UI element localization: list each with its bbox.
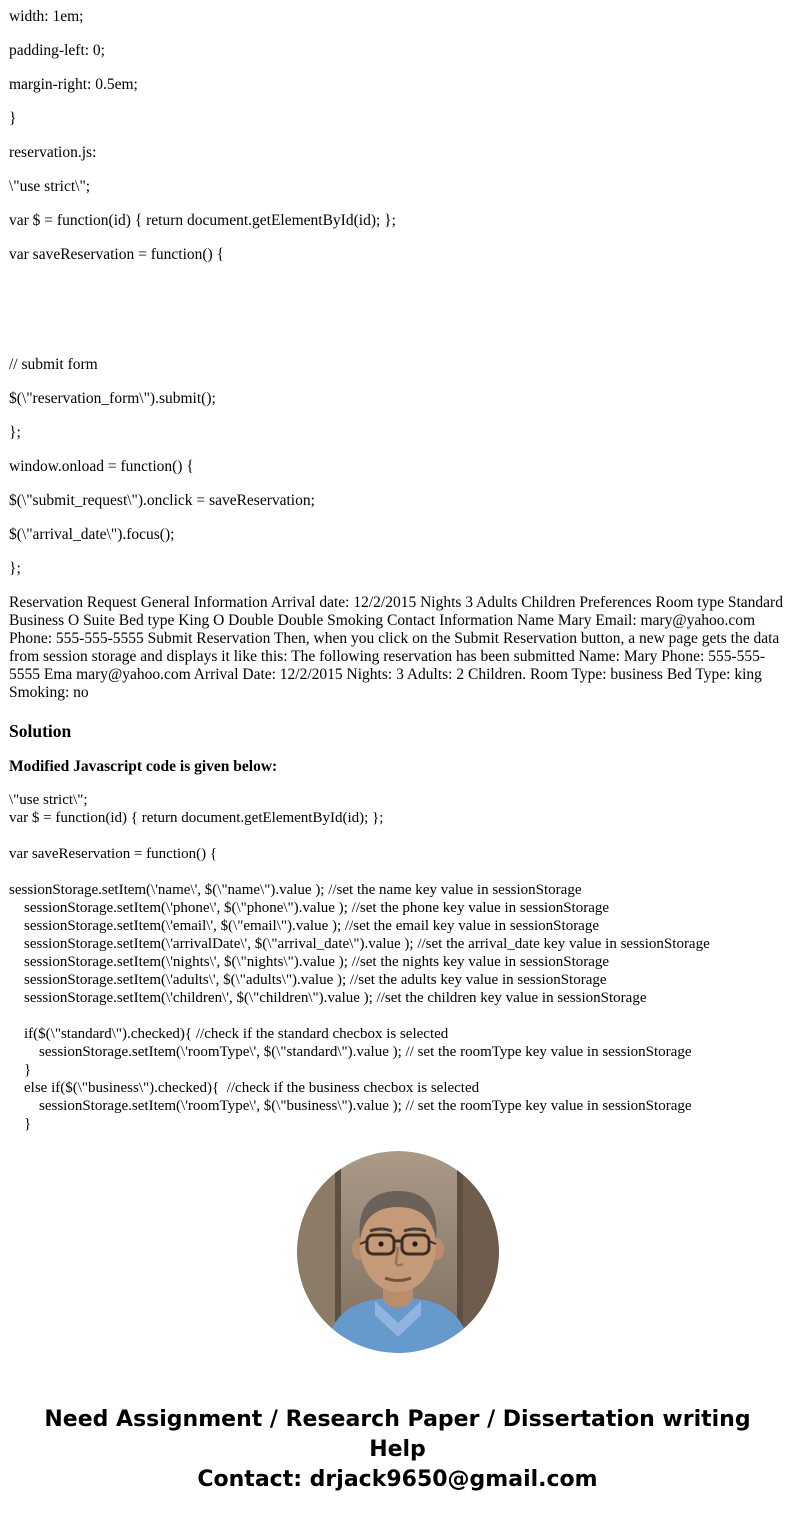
solution-heading: Solution bbox=[9, 721, 72, 741]
code-line: } bbox=[9, 1116, 32, 1132]
text-line: }; bbox=[9, 424, 21, 441]
code-line bbox=[9, 863, 786, 881]
code-line bbox=[9, 1007, 786, 1025]
text-line: var $ = function(id) { return document.getElementById(id); }; bbox=[9, 212, 396, 229]
portrait-photo bbox=[9, 1151, 786, 1353]
text-line: }; bbox=[9, 560, 21, 577]
code-line: sessionStorage.setItem(\'phone\', $(\"phone\").value ); //set the phone key value in sessionStorage bbox=[9, 900, 610, 916]
footer-help-text: Need Assignment / Research Paper / Dissertation writing Help bbox=[44, 1407, 751, 1462]
text-line: padding-left: 0; bbox=[9, 42, 105, 59]
code-line: sessionStorage.setItem(\'roomType\', $(\"business\").value ); // set the roomType key value in sessionStorage bbox=[9, 1098, 692, 1114]
text-line: } bbox=[9, 110, 17, 127]
code-line: sessionStorage.setItem(\'children\', $(\"children\").value ); //set the children key value in sessionStorage bbox=[9, 990, 647, 1006]
text-line: $(\"reservation_form\").submit(); bbox=[9, 390, 216, 407]
code-line: else if($(\"business\").checked){ //check if the business checbox is selected bbox=[9, 1080, 480, 1096]
code-line: var $ = function(id) { return document.getElementById(id); }; bbox=[9, 810, 384, 826]
code-line: sessionStorage.setItem(\'name\', $(\"name\").value ); //set the name key value in sessionStorage bbox=[9, 882, 582, 898]
text-line: width: 1em; bbox=[9, 8, 84, 25]
code-line: sessionStorage.setItem(\'nights\', $(\"nights\").value ); //set the nights key value in sessionStorage bbox=[9, 954, 610, 970]
footer-banner bbox=[9, 1405, 786, 1495]
code-line: sessionStorage.setItem(\'email\', $(\"email\").value ); //set the email key value in sessionStorage bbox=[9, 918, 600, 934]
text-line: window.onload = function() { bbox=[9, 458, 194, 475]
footer-contact-text: Contact: drjack9650@gmail.com bbox=[197, 1467, 598, 1492]
text-line: \"use strict\"; bbox=[9, 178, 91, 195]
text-line: margin-right: 0.5em; bbox=[9, 76, 138, 93]
modified-javascript-code-block bbox=[9, 791, 786, 1133]
code-line: if($(\"standard\").checked){ //check if the standard checbox is selected bbox=[9, 1026, 449, 1042]
footer-text-wrap bbox=[28, 1405, 768, 1495]
code-line: } bbox=[9, 1062, 32, 1078]
code-line: sessionStorage.setItem(\'arrivalDate\', $(\"arrival_date\").value ); //set the arrival_date key value in sessionStorage bbox=[9, 936, 710, 952]
js-snippet-block bbox=[9, 356, 786, 577]
code-line: sessionStorage.setItem(\'roomType\', $(\"standard\").value ); // set the roomType key value in sessionStorage bbox=[9, 1044, 692, 1060]
blank-gap bbox=[9, 280, 786, 356]
text-line: var saveReservation = function() { bbox=[9, 246, 225, 263]
text-line: $(\"submit_request\").onclick = saveReservation; bbox=[9, 492, 315, 509]
person-photo bbox=[297, 1151, 499, 1353]
css-snippet-block bbox=[9, 8, 786, 263]
question-paragraph: Reservation Request General Information Arrival date: 12/2/2015 Nights 3 Adults Children Preferences Room type Standard Business O Suite Bed type King O Double Double Smoking Contact Information Name Mary Email: mary@yahoo.com Phone: 555-555-5555 Submit Reservation Then, when you click on the Submit Reservation button, a new page gets the data from session storage and displays it like this: The following reservation has been submitted Name: Mary Phone: 555-555-5555 Ema mary@yahoo.com Arrival Date: 12/2/2015 Nights: 3 Adults: 2 Children. Room Type: business Bed Type: king Smoking: no bbox=[9, 594, 783, 701]
text-line: $(\"arrival_date\").focus(); bbox=[9, 526, 175, 543]
code-line: var saveReservation = function() { bbox=[9, 846, 218, 862]
text-line: // submit form bbox=[9, 356, 98, 373]
solution-subheading: Modified Javascript code is given below: bbox=[9, 758, 278, 775]
code-line: \"use strict\"; bbox=[9, 792, 88, 808]
code-line bbox=[9, 827, 786, 845]
text-line: reservation.js: bbox=[9, 144, 97, 161]
code-line: sessionStorage.setItem(\'adults\', $(\"adults\").value ); //set the adults key value in sessionStorage bbox=[9, 972, 607, 988]
